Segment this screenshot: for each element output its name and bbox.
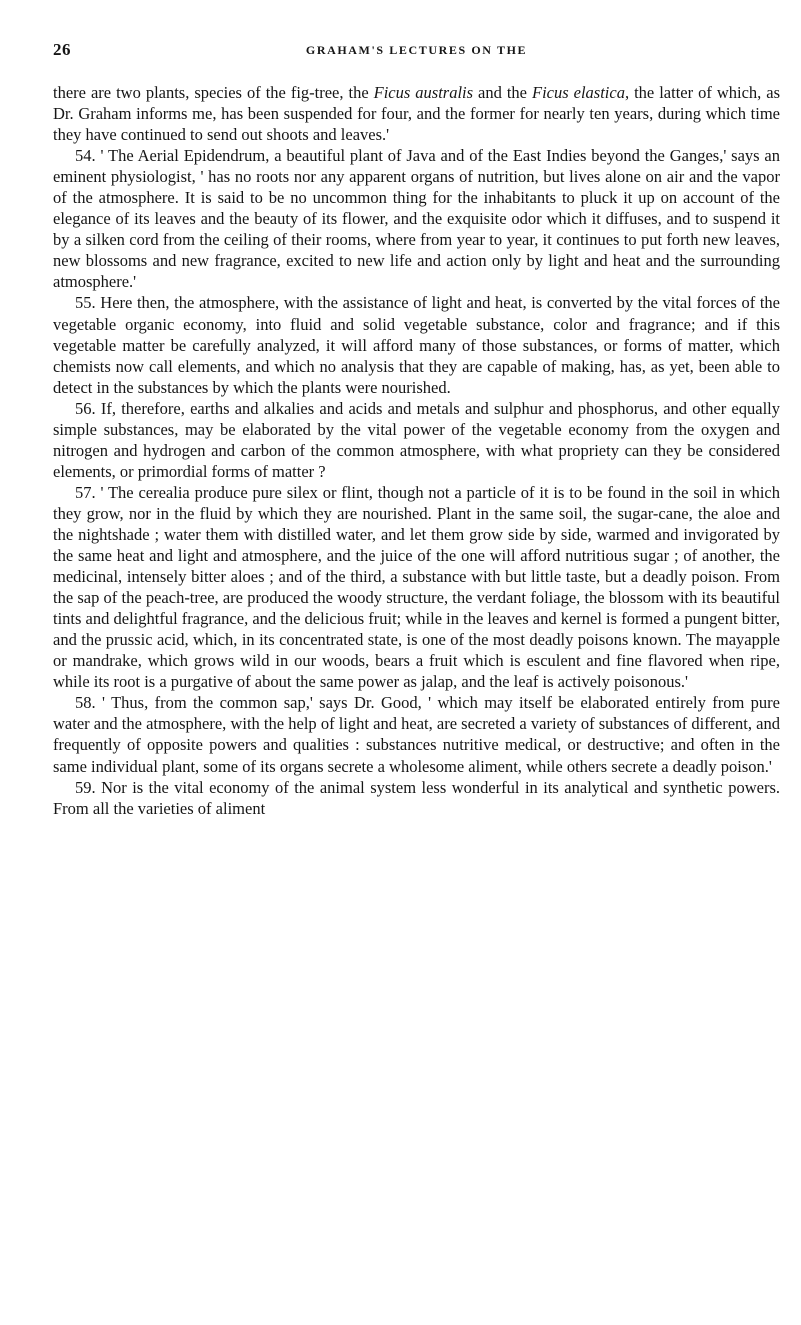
running-title: GRAHAM'S LECTURES ON THE [305,43,528,57]
book-page [53,40,780,1310]
paragraph-57 [53,482,780,692]
text-run: 58. ' Thus, from the common sap,' says Dr. Good, ' which may itself be elaborated entirely from pure water and the atmosphere, with the help of light and heat, are secreted a variety of substances of different, and frequently of opposite powers and qualities : substances nutritive medical, or destructive; and often in the same individual plant, some of its organs secrete a wholesome aliment, while others secrete a deadly poison.' [53,693,780,776]
text-run: , the latter of which, as Dr. Graham informs me, has been suspended for four, and the former for nearly ten years, during which time they have continued to send out shoots and leaves.' [53,83,780,145]
paragraph-55 [53,292,780,397]
italic-text: Ficus elastica [532,83,625,102]
running-head [53,40,780,70]
text-run: 55. Here then, the atmosphere, with the assistance of light and heat, is converted by the vital forces of the vegetable organic economy, into fluid and solid vegetable substance, color and fragrance; and if this vegetable matter be carefully analyzed, it will afford many of those substances, or forms of matter, which chemists now call elements, and which no analysis that they are capable of making, has, as yet, been able to detect in the substances by which the plants were nourished. [53,293,780,397]
paragraph-54 [53,145,780,292]
text-run: 59. Nor is the vital economy of the animal system less wonderful in its analytical and synthetic powers. From all the varieties of aliment [53,777,780,818]
text-run: 54. ' The Aerial Epidendrum, a beautiful plant of Java and of the East Indies beyond the Ganges,' says an eminent physiologist, ' has no roots nor any apparent organs of nutrition, but lives alone on air and the vapor of the atmosphere. It is said to be no uncommon thing for the inhabitants to pluck it up on account of the elegance of its leaves and the beauty of its flower, and the exquisite odor which it diffuses, and to suspend it by a silken cord from the ceiling of their rooms, where from year to year, it continues to put forth new leaves, new blossoms and new fragrance, excited to new life and action only by light and heat and the surrounding atmosphere.' [53,146,780,292]
text-run: 57. ' The cerealia produce pure silex or flint, though not a particle of it is to be found in the soil in which they grow, nor in the fluid by which they are nourished. Plant in the same soil, the sugar-cane, the aloe and the nightshade ; water them with distilled water, and let them grow side by side, warmed and invigorated by the same heat and light and atmosphere, and the juice of the one will afford nutritious sugar ; of another, the medicinal, intensely bitter aloes ; and of the third, a substance with but little taste, but a deadly poison. From the sap of the peach-tree, are produced the woody structure, the verdant foliage, the blossom with its beautiful tints and delightful fragrance, and the delicious fruit; while in the leaves and kernel is formed a pungent bitter, and the prussic acid, which, in its concentrated state, is one of the most deadly poisons known. The mayapple or mandrake, which grows wild in our woods, bears a fruit which is esculent and fine flavored when ripe, while its root is a purgative of about the same power as jalap, and the leaf is actively poisonous.' [53,482,780,692]
text-run: 56. If, therefore, earths and alkalies and acids and metals and sulphur and phosphorus, and other equally simple substances, may be elaborated by the vital power of the vegetable economy from the oxygen and nitrogen and hydrogen and carbon of the common atmosphere, with what propriety can they be considered elements, or primordial forms of matter ? [53,398,780,481]
text-run: and the [473,83,532,102]
body-text [53,82,780,819]
paragraph-58 [53,692,780,776]
paragraph-continuation [53,82,780,145]
page-number: 26 [53,40,71,59]
paragraph-56 [53,398,780,482]
italic-text: Ficus australis [373,83,474,102]
text-run: there are two plants, species of the fig-tree, the [53,83,374,102]
paragraph-59 [53,777,780,819]
